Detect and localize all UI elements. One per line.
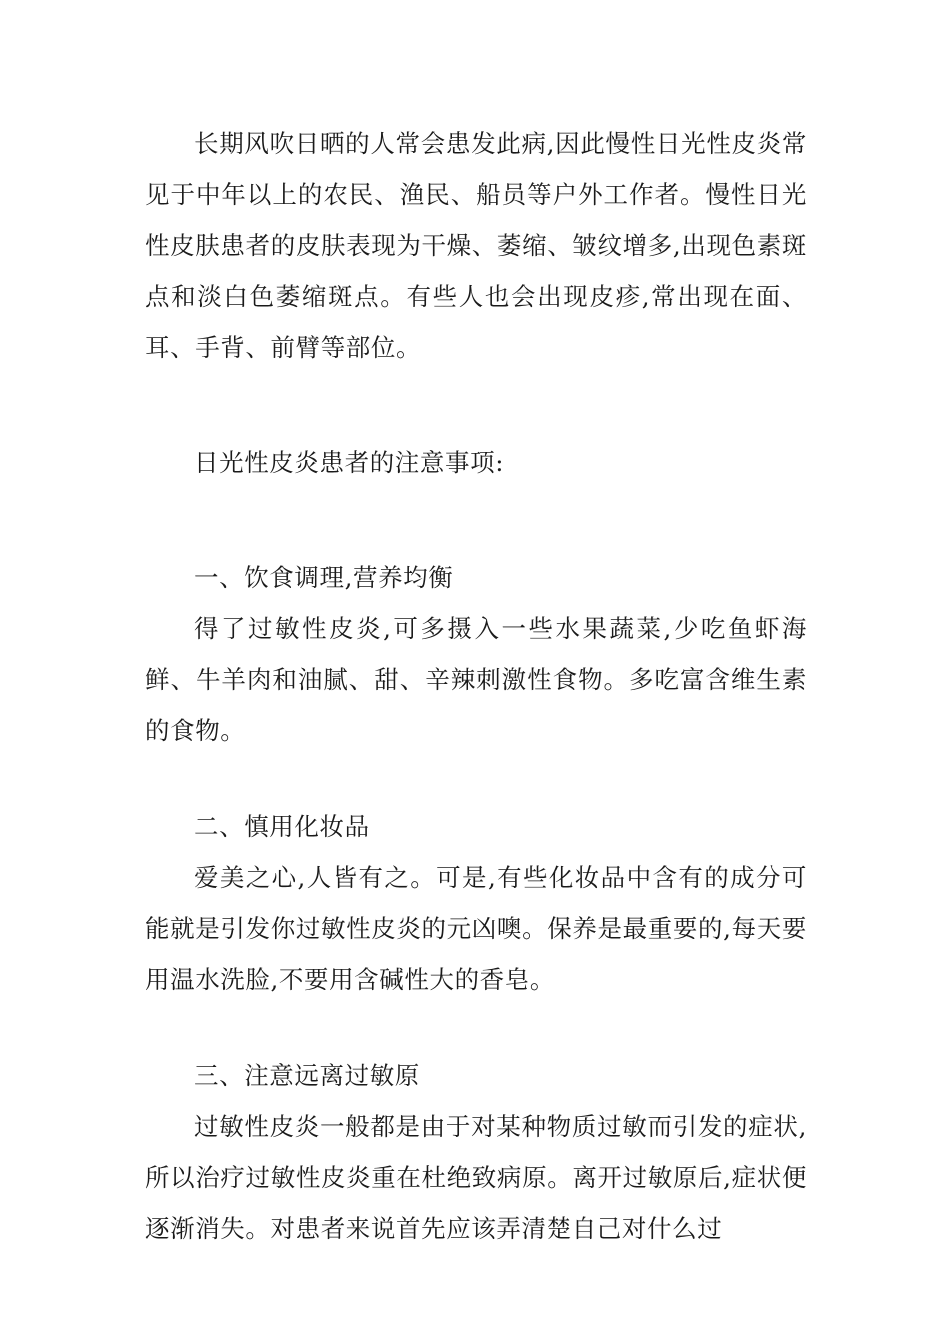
document-page [145, 118, 807, 1254]
spacer [145, 373, 807, 437]
section-body-2: 爱美之心,人皆有之。可是,有些化妆品中含有的成分可能就是引发你过敏性皮炎的元凶噢。保养是最重要的,每天要用温水洗脸,不要用含碱性大的香皂。 [145, 863, 807, 994]
section-body-1: 得了过敏性皮炎,可多摄入一些水果蔬菜,少吃鱼虾海鲜、牛羊肉和油腻、甜、辛辣刺激性食物。多吃富含维生素的食物。 [145, 614, 807, 745]
intro-paragraph: 长期风吹日晒的人常会患发此病,因此慢性日光性皮炎常见于中年以上的农民、渔民、船员等户外工作者。慢性日光性皮肤患者的皮肤表现为干燥、萎缩、皱纹增多,出现色素斑点和淡白色萎缩斑点。有些人也会出现皮疹,常出现在面、耳、手背、前臂等部位。 [145, 129, 807, 362]
section-heading-2: 二、慎用化妆品 [194, 812, 370, 841]
spacer [145, 756, 807, 801]
section-heading-1: 一、饮食调理,营养均衡 [194, 563, 454, 592]
notes-heading: 日光性皮炎患者的注意事项: [194, 448, 505, 477]
section-body-3: 过敏性皮炎一般都是由于对某种物质过敏而引发的症状,所以治疗过敏性皮炎重在杜绝致病原。离开过敏原后,症状便逐渐消失。对患者来说首先应该弄清楚自己对什么过 [145, 1112, 807, 1243]
spacer [145, 488, 807, 552]
section-heading-3: 三、注意远离过敏原 [194, 1061, 420, 1090]
spacer [145, 1005, 807, 1050]
